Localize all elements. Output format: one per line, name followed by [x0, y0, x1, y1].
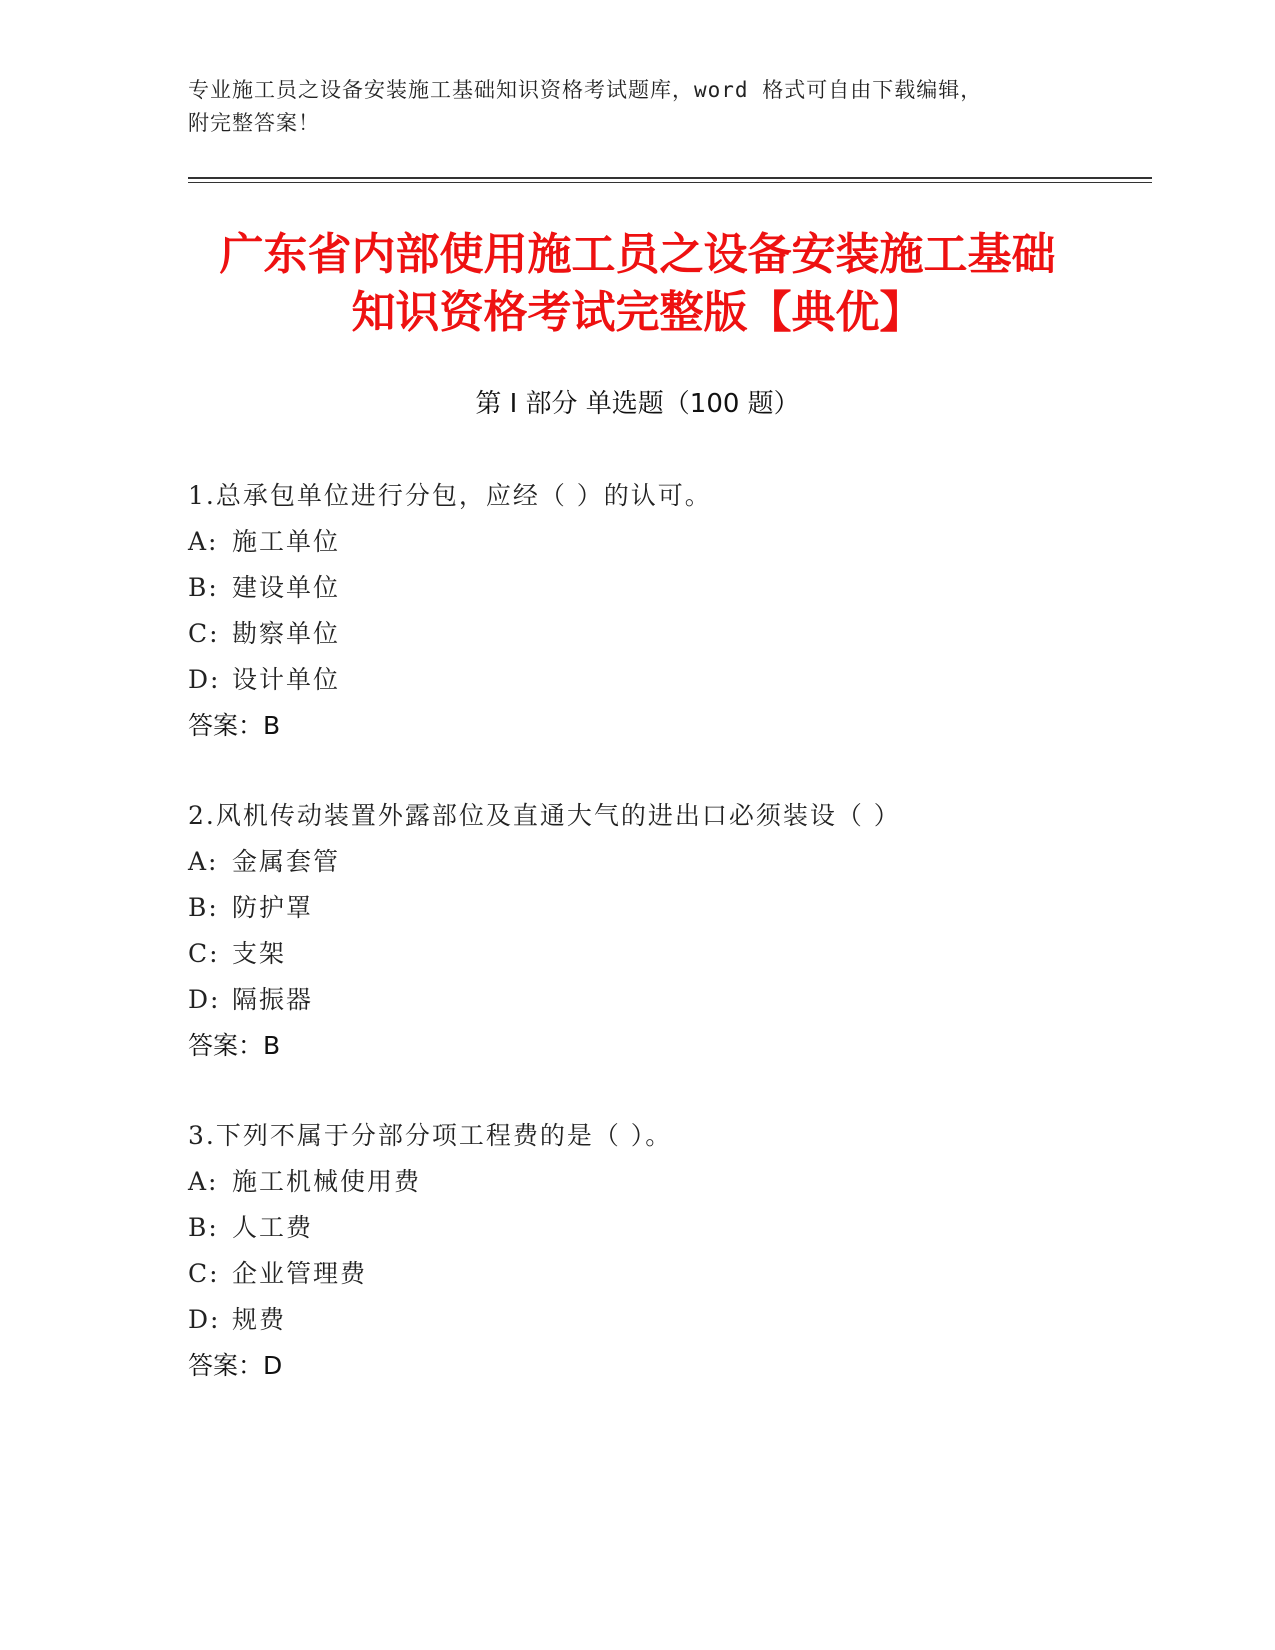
- option-text: 支架: [232, 939, 287, 968]
- option-b: [188, 565, 1148, 611]
- option-a: [188, 1159, 1148, 1205]
- option-key: D:: [188, 985, 221, 1014]
- option-key: A:: [188, 847, 219, 876]
- option-a: [188, 519, 1148, 565]
- option-key: D:: [188, 1305, 221, 1334]
- document-title: [150, 226, 1125, 342]
- option-text: 人工费: [232, 1213, 314, 1242]
- option-key: D:: [188, 665, 221, 694]
- question-1: [188, 473, 1148, 749]
- header-divider-thick: [188, 177, 1152, 179]
- option-c: [188, 1251, 1148, 1297]
- option-key: B:: [188, 573, 219, 602]
- answer-line: 答案：D: [188, 1351, 283, 1380]
- question-stem: 3.下列不属于分部分项工程费的是（ ）。: [188, 1121, 673, 1150]
- option-text: 施工单位: [232, 527, 341, 556]
- option-key: A:: [188, 1167, 219, 1196]
- option-b: [188, 885, 1148, 931]
- header-note-line-1: 专业施工员之设备安装施工基础知识资格考试题库，word 格式可自由下载编辑，: [188, 78, 983, 102]
- option-text: 建设单位: [232, 573, 341, 602]
- section-heading: 第 I 部分 单选题（100 题）: [475, 389, 800, 419]
- option-d: [188, 977, 1148, 1023]
- option-key: B:: [188, 893, 219, 922]
- option-c: [188, 931, 1148, 977]
- header-divider-thin: [188, 182, 1152, 183]
- option-text: 设计单位: [232, 665, 341, 694]
- answer-line: 答案：B: [188, 1031, 281, 1060]
- option-text: 金属套管: [232, 847, 341, 876]
- option-c: [188, 611, 1148, 657]
- option-text: 防护罩: [232, 893, 314, 922]
- option-key: C:: [188, 1259, 220, 1288]
- document-title-line-2: 知识资格考试完整版【典优】: [351, 287, 924, 338]
- option-text: 隔振器: [232, 985, 314, 1014]
- option-text: 企业管理费: [232, 1259, 368, 1288]
- question-stem: 2.风机传动装置外露部位及直通大气的进出口必须装设（ ）: [188, 801, 901, 830]
- option-b: [188, 1205, 1148, 1251]
- document-title-line-1: 广东省内部使用施工员之设备安装施工基础: [219, 229, 1056, 280]
- answer-line: 答案：B: [188, 711, 281, 740]
- option-text: 施工机械使用费: [232, 1167, 422, 1196]
- header-note-line-2: 附完整答案！: [188, 111, 320, 135]
- option-text: 勘察单位: [232, 619, 341, 648]
- question-3: [188, 1113, 1148, 1389]
- option-key: A:: [188, 527, 219, 556]
- option-key: B:: [188, 1213, 219, 1242]
- question-stem: 1.总承包单位进行分包，应经（ ）的认可。: [188, 481, 712, 510]
- question-2: [188, 793, 1148, 1069]
- option-key: C:: [188, 939, 220, 968]
- header-note: [188, 74, 1088, 140]
- option-a: [188, 839, 1148, 885]
- option-d: [188, 1297, 1148, 1343]
- option-key: C:: [188, 619, 220, 648]
- option-text: 规费: [232, 1305, 287, 1334]
- option-d: [188, 657, 1148, 703]
